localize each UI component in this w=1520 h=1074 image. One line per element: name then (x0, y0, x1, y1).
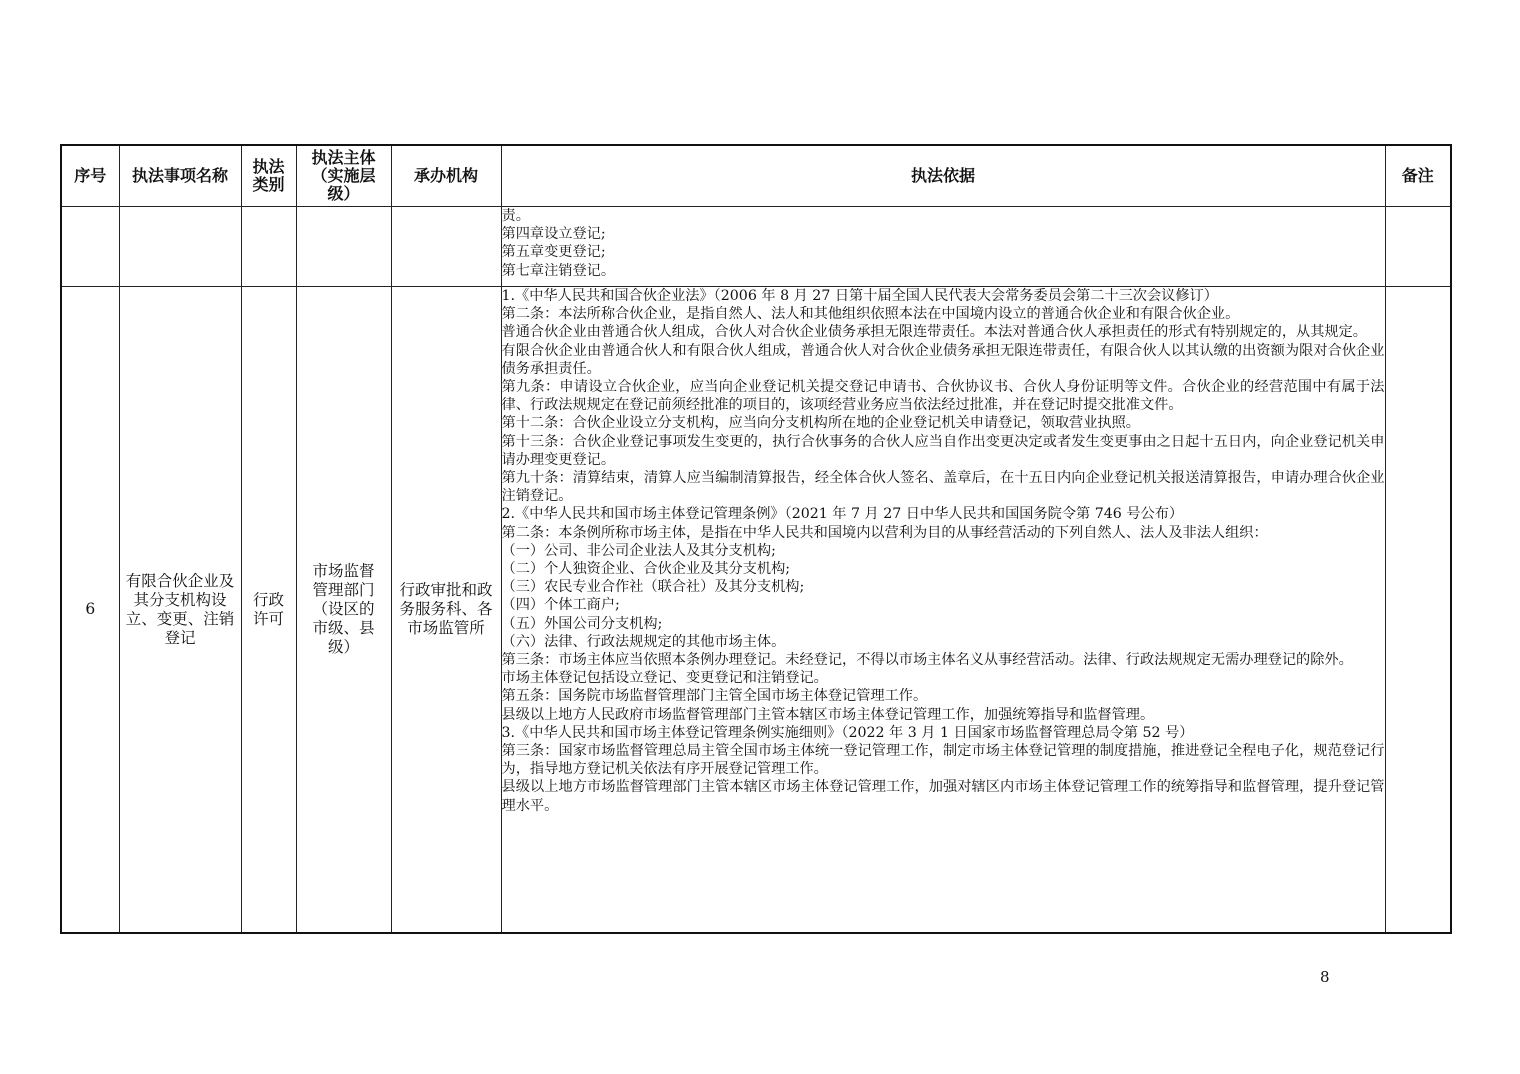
cell-subject: 市场监督管理部门（设区的市级、县级） (296, 287, 391, 934)
basis-line: （四）个体工商户; (501, 597, 620, 614)
header-category: 执法类别 (241, 145, 296, 207)
enforcement-table (60, 144, 1452, 934)
header-basis: 执法依据 (501, 145, 1385, 207)
basis-line: 第十二条：合伙企业设立分支机构，应当向分支机构所在地的企业登记机关申请登记，领取营业执照。 (501, 415, 1140, 432)
header-seq: 序号 (61, 145, 119, 207)
cell-subject (296, 207, 391, 287)
basis-line: 第四章设立登记; (501, 226, 606, 243)
basis-line: 第七章注销登记。 (501, 262, 616, 279)
basis-line: 第五条：国务院市场监督管理部门主管全国市场主体登记管理工作。 (501, 688, 928, 705)
basis-line: 第二条：本法所称合伙企业，是指自然人、法人和其他组织依照本法在中国境内设立的普通合伙企业和有限合伙企业。 (501, 306, 1240, 323)
basis-line: 1.《中华人民共和国合伙企业法》（2006 年 8 月 27 日第十届全国人民代表大会常务委员会第二十三次会议修订） (501, 288, 1218, 304)
basis-line: （一）公司、非公司企业法人及其分支机构; (501, 542, 776, 559)
basis-line: （三）农民专业合作社（联合社）及其分支机构; (501, 579, 805, 596)
cell-basis (501, 287, 1385, 934)
basis-line: 责。 (501, 208, 530, 224)
basis-line: 3.《中华人民共和国市场主体登记管理条例实施细则》（2022 年 3 月 1 日国家市场监督管理总局令第 52 号） (501, 724, 1194, 741)
basis-line: 普通合伙企业由普通合伙人组成，合伙人对合伙企业债务承担无限连带责任。本法对普通合伙人承担责任的形式有特别规定的，从其规定。 (501, 324, 1367, 341)
basis-line: （五）外国公司分支机构; (501, 615, 663, 632)
basis-line: 第三条：国家市场监督管理总局主管全国市场主体统一登记管理工作，制定市场主体登记管理的制度措施，推进登记全程电子化，规范登记行为，指导地方登记机关依法有序开展登记管理工作。 (501, 743, 1385, 778)
basis-line: 2.《中华人民共和国市场主体登记管理条例》（2021 年 7 月 27 日中华人民共和国国务院令第 746 号公布） (501, 506, 1184, 523)
basis-line: 有限合伙企业由普通合伙人和有限合伙人组成，普通合伙人对合伙企业债务承担无限连带责任，有限合伙人以其认缴的出资额为限对合伙企业债务承担责任。 (501, 342, 1385, 377)
cell-category (241, 207, 296, 287)
page-number: 8 (1320, 968, 1330, 986)
cell-basis (501, 207, 1385, 287)
cell-remark (1385, 207, 1451, 287)
basis-line: 县级以上地方人民政府市场监督管理部门主管本辖区市场主体登记管理工作，加强统筹指导和监督管理。 (501, 706, 1155, 723)
basis-line: 第九条：申请设立合伙企业，应当向企业登记机关提交登记申请书、合伙协议书、合伙人身份证明等文件。合伙企业的经营范围中有属于法律、行政法规规定在登记前须经批准的项目的，该项经营业务应当依法经过批准，并在登记时提交批准文件。 (501, 379, 1385, 414)
basis-line: （二）个人独资企业、合伙企业及其分支机构; (501, 561, 791, 578)
cell-item-name (119, 207, 241, 287)
basis-line: 县级以上地方市场监督管理部门主管本辖区市场主体登记管理工作，加强对辖区内市场主体登记管理工作的统筹指导和监督管理，提升登记管理水平。 (501, 779, 1385, 814)
basis-line: 第三条：市场主体应当依照本条例办理登记。未经登记，不得以市场主体名义从事经营活动。法律、行政法规规定无需办理登记的除外。 (501, 652, 1353, 669)
cell-seq: 6 (61, 287, 119, 934)
header-remark: 备注 (1385, 145, 1451, 207)
cell-item-name: 有限合伙企业及其分支机构设立、变更、注销登记 (119, 287, 241, 934)
header-item-name: 执法事项名称 (119, 145, 241, 207)
cell-remark (1385, 287, 1451, 934)
basis-line: （六）法律、行政法规规定的其他市场主体。 (501, 633, 786, 650)
cell-category: 行政许可 (241, 287, 296, 934)
basis-line: 第五章变更登记; (501, 244, 606, 261)
cell-agency (391, 207, 501, 287)
table-header-row (61, 145, 1451, 207)
header-subject: 执法主体（实施层级） (296, 145, 391, 207)
basis-line: 市场主体登记包括设立登记、变更登记和注销登记。 (501, 670, 828, 687)
basis-line: 第十三条：合伙企业登记事项发生变更的，执行合伙事务的合伙人应当自作出变更决定或者发生变更事由之日起十五日内，向企业登记机关申请办理变更登记。 (501, 433, 1385, 468)
cell-seq (61, 207, 119, 287)
table-row-continued (61, 207, 1451, 287)
cell-agency: 行政审批和政务服务科、各市场监管所 (391, 287, 501, 934)
table-row-6 (61, 287, 1451, 934)
basis-line: 第九十条：清算结束，清算人应当编制清算报告，经全体合伙人签名、盖章后，在十五日内向企业登记机关报送清算报告，申请办理合伙企业注销登记。 (501, 470, 1385, 505)
header-agency: 承办机构 (391, 145, 501, 207)
basis-line: 第二条：本条例所称市场主体，是指在中华人民共和国境内以营利为目的从事经营活动的下列自然人、法人及非法人组织： (501, 524, 1268, 541)
